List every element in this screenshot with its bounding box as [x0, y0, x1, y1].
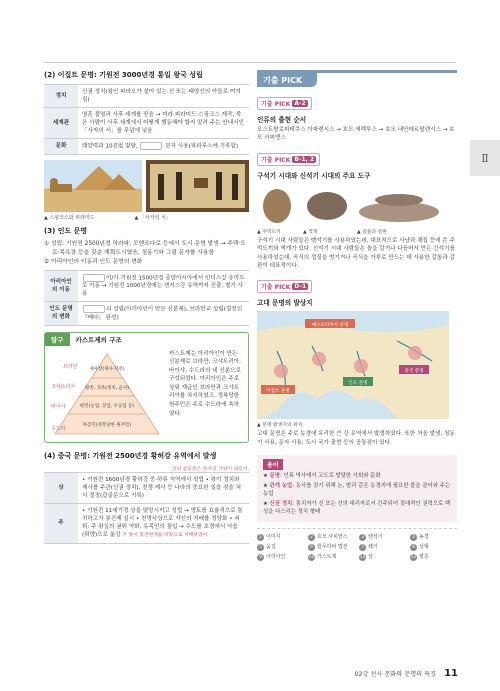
caption-book: ▲ 「사자의 서」: [134, 214, 171, 221]
row-head: 문화: [44, 139, 78, 155]
pick-title: 인류의 출현 순서: [257, 116, 307, 124]
row-text: • 기원전 1600년경 황허강 중·하류 지역에서 성립 • 왕이 정치와 제사를 주관(신권 정치), 전쟁·제사 등 나라의 중요한 일을 점을 쳐서 결정(갑골문으로 기록): [78, 472, 249, 503]
caste-level: 크샤트리아: [51, 383, 76, 390]
glossary-label: 용어: [263, 459, 283, 470]
caste-role: 하층민(정복당한 원주민): [82, 422, 132, 428]
glossary-term: 신권 정치: [269, 501, 293, 508]
tool-caption: ▲ 갈돌과 갈판: [357, 229, 387, 235]
row-text-a: • 기원전 11세기경 상을 멸망시키고 성립 → 영토를 효율적으로 통치하고자 봉건제 실시 • 천명사상으로 자신의 지배를 정당화 • 쇠퇴: 주 왕실의 권위 약화, 유목민의 침입 → 수도를 호경에서 낙읍(뤄양)으로 옮김: [82, 507, 243, 538]
tool-grinding-stone: [357, 186, 441, 235]
indus-bullets: [44, 240, 249, 267]
row-text: [78, 503, 249, 543]
row-text: [78, 139, 249, 155]
glossary-term: 문명: [269, 473, 280, 480]
book-of-dead-photo: [146, 160, 249, 212]
glossary-item: ★ 신권 정치: 통치자가 신 또는 신의 대리자로서 간주되어 절대적인 권력으로 백성을 다스리는 정치 형태: [263, 501, 451, 516]
answer-item: 8 상형: [410, 543, 457, 551]
bullet-item: ② 아리아인의 이동과 인도 문명의 변화: [44, 258, 143, 265]
caste-role: 제사장(제사·학문): [89, 366, 125, 372]
fill-blank: [83, 305, 105, 313]
glossary-item: ★ 문명: 인류 역사에서 고도로 발달한 사회와 문화: [263, 473, 381, 480]
tool-hand-axe: [257, 186, 297, 235]
right-column: [257, 70, 457, 561]
row-text-a: 이/가 기원전 1500년경 중앙아시아에서 인더스강 유역으로 이동 → 기원전 1000년경에는 갠지스강 유역까지 진출, 철기 사용: [82, 275, 245, 297]
pick-text: 구석기 시대 사람들은 뗀석기를 사용하였는데, 대표적으로 사냥과 채집 등에 쓴 주먹도끼와 찍개가 있다. 신석기 시대 사람들은 돌을 갈거나 다듬어서 만든 간석기를 사용하였는데, 곡식의 껍질을 벗기거나 곡식을 가루로 만드는 데 사용한 갈돌과 갈판이 대표적이다.: [257, 237, 455, 270]
caste-role: 평민(농업, 상업, 수공업 등): [79, 403, 135, 409]
tool-caption: ▲ 주먹도끼: [257, 229, 281, 235]
caste-text: 카스트제는 아리아인이 만든 신분제로 브라만, 크샤트리아, 바이샤, 수드라의 네 신분으로 구성되었다. 아리아인은 주로 상위 계급인 브라만과 크샤트리아를 차지하였고, 정복당한 원주민은 주로 수드라에 속하였다.: [169, 350, 241, 417]
tool-photos: [257, 186, 457, 235]
table-row: [44, 85, 249, 108]
map-label: 인도 문명: [348, 381, 368, 387]
answer-item: 1 이미지: [257, 533, 304, 541]
pick-tag-label: 기출 PICK: [261, 284, 291, 292]
map-label: 중국 문명: [404, 369, 424, 375]
table-row: [44, 139, 249, 155]
glossary-box: [257, 455, 457, 522]
egypt-title: (2) 이집트 문명: 기원전 3000년경 통일 왕국 성립: [44, 71, 203, 79]
pick-tag: [257, 153, 320, 166]
photo-row: [44, 160, 249, 212]
pick-text: 고대 문명은 주로 농경에 유리한 큰 강 유역에서 발생하였다. 또한 처음 발생, 청동기 사용, 문자 사용, 도시 국가 출현 등의 공통점이 있다.: [257, 431, 455, 446]
row-head: 주: [44, 503, 78, 543]
pick-tag: [257, 97, 312, 110]
pick-tag-label: 기출 PICK: [261, 156, 291, 164]
row-head: 세계관: [44, 108, 78, 139]
table-row: [44, 472, 249, 503]
page-number: 11: [444, 668, 458, 679]
row-text-a: 태양력과 10진법 발달,: [82, 143, 138, 150]
answer-item: 2 호모 사피엔스: [308, 533, 355, 541]
glossary-text: 통치자가 신 또는 신의 대리자로서 간주되어 절대적인 권력으로 백성을 다스리는 정치 형태: [263, 501, 451, 516]
pyramid-photo: [44, 160, 142, 212]
table-row: [44, 503, 249, 543]
page-footer: [355, 668, 458, 679]
answer-item: 9 아리아인: [257, 553, 304, 561]
row-head: 인도 문명의 변화: [44, 302, 78, 326]
table-row: [44, 270, 249, 302]
caste-head: [45, 333, 248, 346]
glossary-text: 농사를 짓기 위해 논, 밭과 같은 농경지에 필요한 물을 끌어와 주는 농업: [263, 483, 451, 498]
photo-captions: [44, 214, 249, 221]
caste-box: [44, 332, 249, 443]
pick-num: D-1: [294, 283, 307, 291]
map-label: 이집트 문명: [266, 389, 290, 395]
row-text: 신권 정치(왕인 파라오가 살아 있는 신 또는 태양신의 아들로 여겨짐): [78, 85, 249, 108]
zhou-note: 주 왕이 혈연관계를 바탕으로 지배하였어.: [122, 532, 209, 538]
footer-chapter: 02강 선사 문화와 문명의 특징: [354, 671, 437, 678]
answer-item: 5 움집: [257, 543, 304, 551]
row-head: 정치: [44, 85, 78, 108]
civilization-map: [257, 311, 449, 419]
china-title: (4) 중국 문명: 기원전 2500년경 황허강 유역에서 발생: [44, 451, 217, 460]
caste-body: [45, 346, 248, 442]
table-row: [44, 108, 249, 139]
answer-item: 11 상: [359, 554, 373, 561]
pick-tag-label: 기출 PICK: [261, 101, 291, 108]
pick-num: A-2: [294, 100, 306, 107]
china-note: 상의 갑골문은 한자의 기원이 되었어.: [171, 466, 249, 472]
row-head: 아리아인의 이동: [44, 270, 78, 302]
row-text-b: 문자 사용(파피루스에 기록함): [165, 143, 239, 150]
caste-diagram: [49, 350, 165, 438]
pick-frame: [257, 70, 457, 87]
china-section: [44, 451, 249, 544]
answer-item: 3 뗀석기: [359, 533, 406, 541]
china-table: [44, 472, 249, 544]
row-text-a: 의 성립(아리아인이 만든 신분제), 브라만교 성립(경전인 『베다』 완성): [82, 306, 243, 321]
glossary-item: ★ 관개 농업: 농사를 짓기 위해 논, 밭과 같은 농경지에 필요한 물을 끌어와 주는 농업: [263, 483, 451, 498]
row-text: 영혼 불멸과 사후 세계를 믿음 → 미라·피라미드·스핑크스 제작, 죽은 사람이 사후 세계에서 어떻게 행동해야 할지 알려 주는 안내서인 「사자의 서」를 무덤에 넣음: [78, 108, 249, 139]
caste-level: 수드라: [51, 425, 66, 432]
egypt-table: [44, 84, 249, 155]
answer-item: 10 카스트제: [308, 554, 337, 561]
caste-level: 브라만: [63, 363, 78, 370]
indus-table: [44, 270, 249, 326]
pick-text: 오스트랄로피테쿠스 아파렌시스 → 호모 에렉투스 → 호모 네안데르탈렌시스 → 호모 사피엔스: [257, 127, 455, 142]
glossary-term: 관개 농업: [269, 483, 293, 490]
bullet-item: ① 성립: 기원전 2500년경 하라파, 모헨조다로 등에서 도시 문명 발생 → 주택·도로·목욕장 등을 갖춘 계획도시였음, 청동기와 그림 문자를 사용함: [44, 240, 246, 256]
caption-pyramid: ▲ 스핑크스와 피라미드: [44, 214, 95, 221]
answer-item: 4 농경: [410, 533, 457, 541]
row-head: 상: [44, 472, 78, 503]
pick-header: 기출 PICK: [257, 73, 317, 87]
pick-title: 고대 문명의 발상지: [257, 299, 313, 308]
answer-item: 12 평준: [410, 554, 429, 561]
map-label: 메소포타미아 문명: [311, 323, 349, 329]
answer-item: 7 쐐기: [359, 543, 406, 551]
pick-num: B-1, 2: [294, 155, 315, 163]
tool-caption: ▲ 찍개: [303, 229, 318, 235]
row-text: [78, 270, 249, 302]
table-row: [44, 302, 249, 326]
indus-title: (3) 인도 문명: [44, 226, 88, 235]
fill-blank: [83, 274, 105, 282]
pick-title: 구석기 시대와 신석기 시대의 주요 도구: [257, 171, 371, 180]
left-column: [44, 70, 249, 544]
map-caption: ▲ 문명 발생지의 위치: [257, 423, 303, 429]
chapter-side-tab[interactable]: Ⅱ: [470, 140, 500, 176]
pick-b: [257, 153, 457, 271]
answer-item: 6 함무라비 법전: [308, 543, 355, 551]
top-rule: [44, 62, 456, 63]
row-text: [78, 302, 249, 326]
glossary-text: 인류 역사에서 고도로 발달한 사회와 문화: [283, 473, 381, 480]
caste-role: 왕족, 귀족(정치, 군사): [84, 385, 130, 391]
fill-blank: [140, 142, 162, 150]
pick-d: [257, 280, 457, 447]
answer-key: [257, 528, 457, 561]
tam-label: 탐구: [45, 333, 70, 346]
tam-title: 카스트제의 구조: [75, 335, 122, 344]
caste-level: 바이샤: [51, 403, 66, 410]
pick-tag: [257, 280, 312, 293]
tool-chopper: [303, 186, 351, 235]
pick-a: [257, 97, 457, 143]
